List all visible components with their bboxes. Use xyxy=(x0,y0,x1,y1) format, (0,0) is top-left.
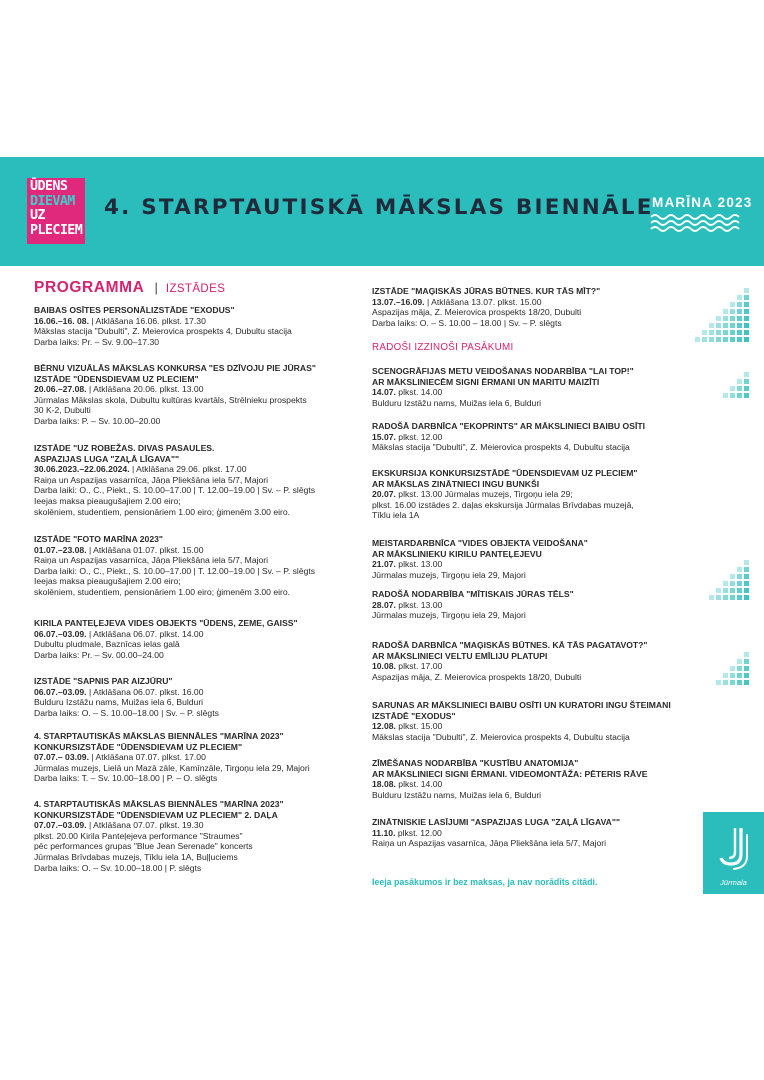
decor-pixel xyxy=(744,316,749,321)
event-detail: plkst. 13.00 xyxy=(398,559,443,570)
event-detail: | Atklāšana 29.06. plkst. 17.00 xyxy=(131,464,247,475)
event-detail: | Atklāšana 13.07. plkst. 15.00 xyxy=(426,296,542,307)
event-date: 14.07. xyxy=(372,387,396,398)
decor-pixel xyxy=(716,588,721,593)
event-title: AR MĀKSLINIECĒM SIGNI ĒRMANI UN MARITU MAIZĪTI xyxy=(372,376,600,387)
event-title: EKSKURSIJA KONKURSIZSTĀDĒ "ŪDENSDIEVAM UZ PLECIEM" xyxy=(372,468,638,478)
event-detail: | Atklāšana 07.07. plkst. 17.00 xyxy=(91,752,206,763)
decor-pixel xyxy=(737,309,742,314)
event-title: IZSTĀDE "FOTO MARĪNA 2023" xyxy=(34,534,163,544)
decor-pixel xyxy=(737,673,742,678)
decor-pixel xyxy=(744,295,749,300)
decor-pixel xyxy=(716,316,721,321)
event-date: 10.08. xyxy=(372,661,396,672)
event-date: 28.07. xyxy=(372,599,396,610)
decor-pixel xyxy=(737,393,742,398)
decor-pixel xyxy=(744,393,749,398)
event-title: BAIBAS OSĪTES PERSONĀLIZSTĀDE "EXODUS" xyxy=(34,305,235,315)
event-detail: Bulduru Izstāžu nams, Muižas iela 6, Bulduri xyxy=(372,789,542,800)
event-detail: Darba laiks: Pr. – Sv. 00.00–24.00 xyxy=(34,649,164,660)
event-detail: | Atklāšana 06.07. plkst. 14.00 xyxy=(88,628,204,639)
event-title: IZSTĀDE "UZ ROBEŽAS. DIVAS PASAULES. xyxy=(34,443,215,453)
event-detail: Jūrmalas muzejs, Tirgoņu iela 29, Majori xyxy=(372,610,526,621)
decor-pixel xyxy=(723,316,728,321)
event-title: AR MĀKSLAS ZINĀTNIECI INGU BUNKŠI xyxy=(372,478,540,489)
decor-pixel xyxy=(744,323,749,328)
event-detail: plkst. 20.00 Kirila Panteļejeva performance "Straumes" xyxy=(34,830,243,841)
event-title: RADOŠĀ DARBNĪCA "EKOPRINTS" AR MĀKSLINIECI BAIBU OSĪTI xyxy=(372,421,645,431)
decor-pixel xyxy=(730,323,735,328)
decor-pixel xyxy=(730,666,735,671)
event-title: BĒRNU VIZUĀLĀS MĀKSLAS KONKURSA "ES DZĪVOJU PIE JŪRAS" xyxy=(34,363,316,373)
event-detail: Darba laiks: O. – S. 10.00 – 18.00 | Sv. – P. slēgts xyxy=(372,317,562,328)
decor-pixel xyxy=(723,588,728,593)
event-detail: 30 K-2, Dubulti xyxy=(34,405,91,416)
decor-pixel xyxy=(723,595,728,600)
decor-pixel xyxy=(737,659,742,664)
event-date: 20.06.–27.08. xyxy=(34,384,87,395)
event-title: SCENOGRĀFIJAS METU VEIDOŠANAS NODARBĪBA "LAI TOP!" xyxy=(372,366,634,376)
free-entry-note: Ieeja pasākumos ir bez maksas, ja nav norādīts citādi. xyxy=(372,877,598,887)
decor-pixel xyxy=(744,560,749,565)
decor-pixel xyxy=(737,386,742,391)
decor-pixel xyxy=(737,588,742,593)
decor-pixel xyxy=(709,595,714,600)
decor-pixel xyxy=(744,330,749,335)
event-title: AR MĀKSLINIECI SIGNI ĒRMANI. VIDEOMONTĀŽA: PĒTERIS RĀVE xyxy=(372,768,648,779)
decor-pixel xyxy=(737,316,742,321)
event-detail: Raiņa un Aspazijas vasarnīca, Jāņa Pliekšāna iela 5/7, Majori xyxy=(34,474,269,485)
marina-badge: MARĪNA 2023 xyxy=(652,195,753,210)
event-detail: skolēniem, studentiem, pensionāriem 1.00 eiro; ģimenēm 3.00 eiro. xyxy=(34,586,291,597)
decor-pixel xyxy=(737,574,742,579)
event-title: KIRILA PANTEĻEJEVA VIDES OBJEKTS "ŪDENS, ZEME, GAISS" xyxy=(34,618,298,628)
event-detail: Ieejas maksa pieaugušajiem 2.00 eiro; xyxy=(34,495,181,506)
event-detail: plkst. 13.00 xyxy=(398,599,443,610)
programme-title: PROGRAMMA xyxy=(34,279,145,296)
event-date: 07.07.–03.09. xyxy=(34,820,87,831)
event-detail: Aspazijas māja, Z. Meierovica prospekts 18/20, Dubulti xyxy=(372,671,582,682)
jurmala-logo xyxy=(703,812,764,894)
decor-pixel xyxy=(716,680,721,685)
decor-pixel xyxy=(716,337,721,342)
event-date: 18.08. xyxy=(372,779,396,790)
decor-pixel xyxy=(737,581,742,586)
event-detail: Darba laiks: O. – S. 10.00–18.00 | Sv. – P. slēgts xyxy=(34,707,219,718)
event-title: KONKURSIZSTĀDE "ŪDENSDIEVAM UZ PLECIEM" 2. DAĻA xyxy=(34,809,278,820)
decor-pixel xyxy=(723,337,728,342)
decor-pixel xyxy=(730,316,735,321)
event-detail: | Atklāšana 06.07. plkst. 16.00 xyxy=(88,686,204,697)
event-title: IZSTĀDE "ŪDENSDIEVAM UZ PLECIEM" xyxy=(34,373,199,384)
event-detail: plkst. 12.00 xyxy=(397,827,442,838)
event-detail: Mākslas stacija "Dubulti", Z. Meierovica prospekts 4, Dubultu stacija xyxy=(372,442,630,453)
event-date: 16.06.–16. 08. xyxy=(34,315,89,326)
event-detail: plkst. 12.00 xyxy=(398,431,443,442)
event-date: 01.07.–23.08. xyxy=(34,544,87,555)
event-detail: | Atklāšana 20.06. plkst. 13.00 xyxy=(88,384,204,395)
event-title: AR MĀKSLINIEKU KIRILU PANTEĻEJEVU xyxy=(372,548,542,559)
event-detail: Ieejas maksa pieaugušajiem 2.00 eiro; xyxy=(34,576,181,587)
event-detail: plkst. 14.00 xyxy=(398,387,443,398)
event-detail: Bulduru Izstāžu nams, Muižas iela 6, Bulduri xyxy=(34,697,204,708)
event-detail: skolēniem, studentiem, pensionāriem 1.00 eiro; ģimenēm 3.00 eiro. xyxy=(34,506,291,517)
event-title: 4. STARPTAUTISKĀS MĀKSLAS BIENNĀLES "MARĪNA 2023" xyxy=(34,731,284,741)
event-title: IZSTĀDE "SAPNIS PAR AIZJŪRU" xyxy=(34,676,173,686)
logo-line-3: UZ xyxy=(30,208,45,223)
event-detail: Darba laiks: T. – Sv. 10.00–18.00 | P. – O. slēgts xyxy=(34,773,218,784)
event-date: 06.07.–03.09. xyxy=(34,686,87,697)
event-detail: Darba laiki: O., C., Piekt., S. 10.00–17.00 | T. 12.00–19.00 | Sv. – P. slēgts xyxy=(34,565,316,576)
event-detail: Dubultu pludmale, Baznīcas ielas galā xyxy=(34,639,180,650)
event-detail: Jūrmalas Mākslas skola, Dubultu kultūras kvartāls, Strēlnieku prospekts xyxy=(34,394,307,405)
event-title: IZSTĀDĒ "EXODUS" xyxy=(372,710,456,721)
decor-pixel xyxy=(730,393,735,398)
decor-pixel xyxy=(737,595,742,600)
logo-line-1: ŪDENS xyxy=(30,179,68,194)
event-detail: Darba laiks: Pr. – Sv. 9.00–17.30 xyxy=(34,336,159,347)
decor-pixel xyxy=(709,330,714,335)
decor-pixel xyxy=(744,386,749,391)
decor-pixel xyxy=(744,659,749,664)
decor-pixel xyxy=(702,337,707,342)
event-detail: Raiņa un Aspazijas vasarnīca, Jāņa Pliekšāna iela 5/7, Majori xyxy=(372,838,607,849)
event-date: 21.07. xyxy=(372,559,396,570)
decor-pixel xyxy=(737,330,742,335)
decor-pixel xyxy=(730,302,735,307)
event-title: ASPAZIJAS LUGA "ZAĻĀ LĪGAVA"" xyxy=(34,453,180,464)
event-detail: plkst. 16.00 izstādes 2. daļas ekskursija Jūrmalas Brīvdabas muzejā, xyxy=(372,499,634,510)
event-date: 07.07.– 03.09. xyxy=(34,752,89,763)
decor-pixel xyxy=(744,372,749,377)
event-detail: Darba laiks: O. – Sv. 10.00–18.00 | P. slēgts xyxy=(34,862,202,873)
decor-pixel xyxy=(716,330,721,335)
event-detail: plkst. 14.00 xyxy=(398,779,443,790)
decor-pixel xyxy=(723,309,728,314)
jurmala-logo-label: Jūrmala xyxy=(720,878,747,887)
event-detail: | Atklāšana 01.07. plkst. 15.00 xyxy=(88,544,204,555)
logo-line-4: PLECIEM xyxy=(30,222,83,238)
event-detail: Raiņa un Aspazijas vasarnīca, Jāņa Pliekšāna iela 5/7, Majori xyxy=(34,555,269,566)
event-title: 4. STARPTAUTISKĀS MĀKSLAS BIENNĀLES "MARĪNA 2023" xyxy=(34,799,284,809)
decor-pixel xyxy=(730,330,735,335)
decor-pixel xyxy=(737,337,742,342)
event-detail: Aspazijas māja, Z. Meierovica prospekts 18/20, Dubulti xyxy=(372,307,582,318)
decor-pixel xyxy=(716,323,721,328)
section-title: RADOŠI IZZINOŠI PASĀKUMI xyxy=(372,342,514,353)
decor-pixel xyxy=(744,302,749,307)
decor-pixel xyxy=(744,337,749,342)
event-title: MEISTARDARBNĪCA "VIDES OBJEKTA VEIDOŠANA" xyxy=(372,538,588,548)
event-detail: Darba laiks: P. – Sv. 10.00–20.00 xyxy=(34,415,161,426)
event-detail: plkst. 15.00 xyxy=(398,721,443,732)
event-detail: pēc performances grupas "Blue Jean Serenade" koncerts xyxy=(34,841,253,852)
decor-pixel xyxy=(730,581,735,586)
decor-pixel xyxy=(744,574,749,579)
decor-pixel xyxy=(744,567,749,572)
decor-pixel xyxy=(744,581,749,586)
decor-pixel xyxy=(730,309,735,314)
event-title: RADOŠĀ NODARBĪBA "MĪTISKAIS JŪRAS TĒLS" xyxy=(372,589,574,599)
event-title: RADOŠĀ DARBNĪCA "MAĢISKĀS BŪTNES. KĀ TĀS PAGATAVOT?" xyxy=(372,640,648,650)
decor-pixel xyxy=(744,652,749,657)
decor-pixel xyxy=(702,330,707,335)
decor-pixel xyxy=(723,323,728,328)
event-detail: Darba laiki: O., C., Piekt., S. 10.00–17.00 | T. 12.00–19.00 | Sv. – P. slēgts xyxy=(34,485,316,496)
decor-pixel xyxy=(723,330,728,335)
decor-pixel xyxy=(744,595,749,600)
decor-pixel xyxy=(744,673,749,678)
decor-pixel xyxy=(723,393,728,398)
event-title: SARUNAS AR MĀKSLINIECI BAIBU OSĪTI UN KURATORI INGU ŠTEIMANI xyxy=(372,700,671,710)
event-date: 11.10. xyxy=(372,827,396,838)
event-detail: Mākslas stacija "Dubulti", Z. Meierovica prospekts 4, Dubultu stacija xyxy=(34,326,292,337)
decor-pixel xyxy=(730,673,735,678)
decor-pixel xyxy=(744,288,749,293)
jurmala-j-icon xyxy=(703,812,764,878)
event-date: 06.07.–03.09. xyxy=(34,628,87,639)
decor-pixel xyxy=(737,302,742,307)
decor-pixel xyxy=(737,323,742,328)
decor-pixel xyxy=(730,386,735,391)
event-title: ZINĀTNISKIE LASĪJUMI "ASPAZIJAS LUGA "ZAĻĀ LĪGAVA"" xyxy=(372,817,621,827)
decor-pixel xyxy=(737,680,742,685)
event-detail: Tīklu iela 1A xyxy=(372,510,420,521)
decor-pixel xyxy=(730,337,735,342)
event-date: 20.07. xyxy=(372,489,396,500)
decor-pixel xyxy=(730,595,735,600)
event-detail: plkst. 17.00 xyxy=(398,661,443,672)
decor-pixel xyxy=(695,337,700,342)
decor-pixel xyxy=(737,666,742,671)
decor-pixel xyxy=(737,379,742,384)
event-title: KONKURSIZSTĀDE "ŪDENSDIEVAM UZ PLECIEM" xyxy=(34,741,243,752)
page-title: 4. STARPTAUTISKĀ MĀKSLAS BIENNĀLE xyxy=(104,195,654,220)
event-date: 15.07. xyxy=(372,431,396,442)
decor-pixel xyxy=(709,323,714,328)
event-title: AR MĀKSLINIECI VELTU EMĪLIJU PLATUPI xyxy=(372,650,548,661)
event-detail: Bulduru Izstāžu nams, Muižas iela 6, Bulduri xyxy=(372,397,542,408)
event-date: 13.07.–16.09. xyxy=(372,296,425,307)
decor-pixel xyxy=(730,680,735,685)
decor-pixel xyxy=(723,581,728,586)
decor-pixel xyxy=(744,588,749,593)
decor-pixel xyxy=(730,588,735,593)
heading-separator: | xyxy=(154,280,158,295)
event-date: 30.06.2023.–22.06.2024. xyxy=(34,464,130,475)
decor-pixel xyxy=(709,337,714,342)
event-detail: Jūrmalas Brīvdabas muzejs, Tīklu iela 1A, Buļļuciems xyxy=(34,851,238,862)
decor-pixel xyxy=(737,567,742,572)
event-title: IZSTĀDE "MAĢISKĀS JŪRAS BŪTNES. KUR TĀS MĪT?" xyxy=(372,286,601,296)
event-detail: plkst. 13.00 Jūrmalas muzejs, Tirgoņu iela 29; xyxy=(398,489,573,500)
decor-pixel xyxy=(723,673,728,678)
decor-pixel xyxy=(716,595,721,600)
event-date: 12.08. xyxy=(372,721,396,732)
event-detail: Jūrmalas muzejs, Tirgoņu iela 29, Majori xyxy=(372,569,526,580)
programme-subtitle: IZSTĀDES xyxy=(165,283,226,295)
event-detail: Mākslas stacija "Dubulti", Z. Meierovica prospekts 4, Dubultu stacija xyxy=(372,731,630,742)
decor-pixel xyxy=(744,666,749,671)
decor-pixel xyxy=(744,309,749,314)
logo-line-2: DIEVAM xyxy=(30,193,75,209)
event-detail: | Atklāšana 07.07. plkst. 19.30 xyxy=(88,820,204,831)
decor-pixel xyxy=(730,574,735,579)
event-detail: | Atklāšana 16.06. plkst. 17.30 xyxy=(91,315,206,326)
event-detail: Jūrmalas muzejs, Lielā un Mazā zāle, Kamīnzāle, Tirgoņu iela 29, Majori xyxy=(34,762,310,773)
event-title: ZĪMĒŠANAS NODARBĪBA "KUSTĪBU ANATOMIJA" xyxy=(372,758,579,768)
decor-pixel xyxy=(744,680,749,685)
decor-pixel xyxy=(723,680,728,685)
decor-pixel xyxy=(744,379,749,384)
decor-pixel xyxy=(737,295,742,300)
